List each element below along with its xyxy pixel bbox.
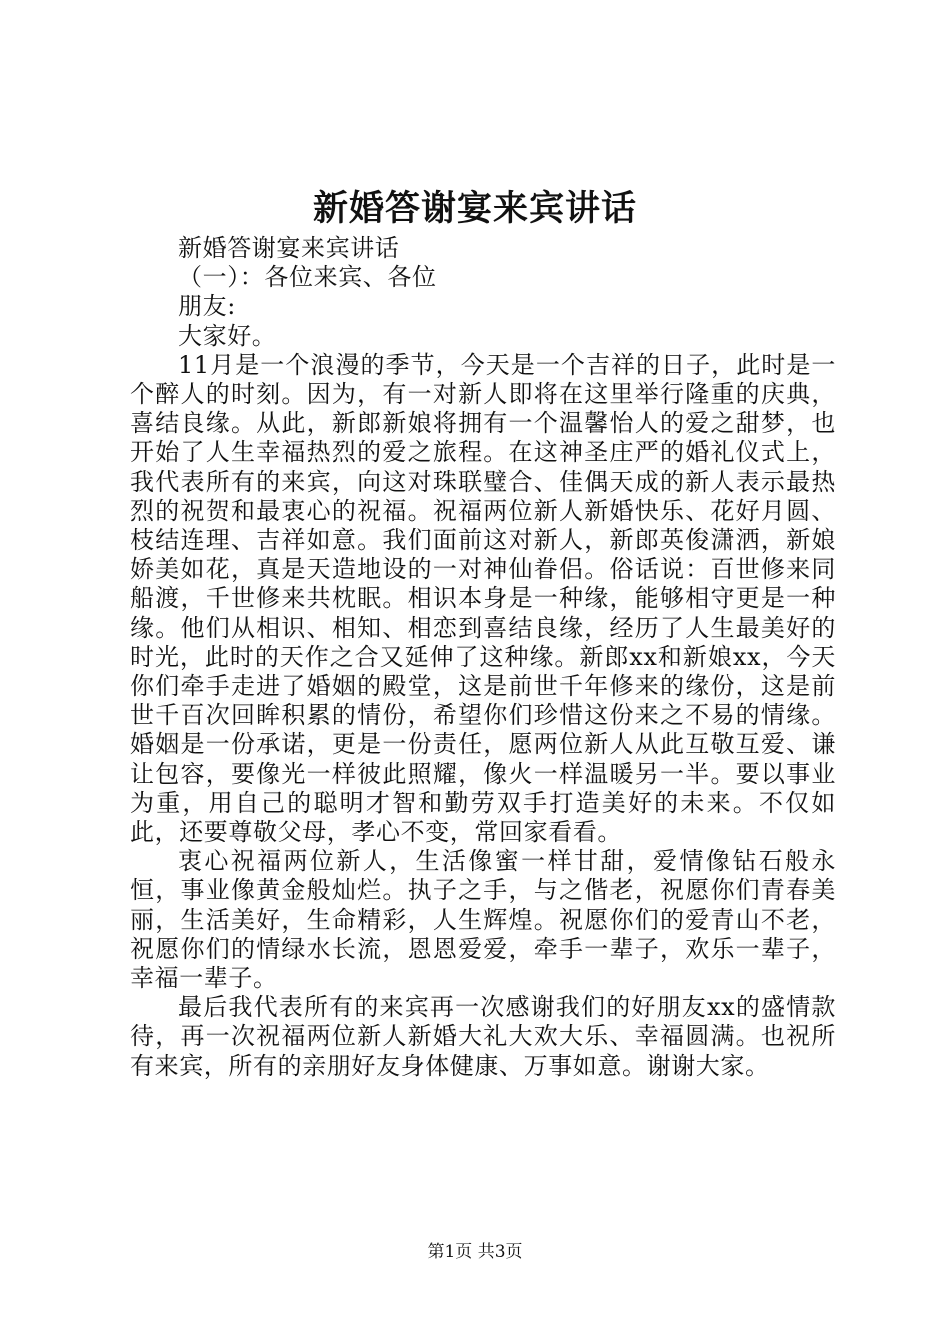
- document-title: 新婚答谢宴来宾讲话: [312, 188, 637, 229]
- page-footer: 第1页 共3页: [427, 1242, 523, 1262]
- document-body: [130, 234, 836, 1081]
- paragraph-main: 11月是一个浪漫的季节，今天是一个吉祥的日子，此时是一个醉人的时刻。因为，有一对新人即将在这里举行隆重的庆典，喜结良缘。从此，新郎新娘将拥有一个温馨怡人的爱之甜梦，也开始了人生幸福热烈的爱之旅程。在这神圣庄严的婚礼仪式上，我代表所有的来宾，向这对珠联璧合、佳偶天成的新人表示最热烈的祝贺和最衷心的祝福。祝福两位新人新婚快乐、花好月圆、枝结连理、吉祥如意。我们面前这对新人，新郎英俊潇洒，新娘娇美如花，真是天造地设的一对神仙眷侣。俗话说：百世修来同船渡，千世修来共枕眠。相识本身是一种缘，能够相守更是一种缘。他们从相识、相知、相恋到喜结良缘，经历了人生最美好的时光，此时的天作之合又延伸了这种缘。新郎xx和新娘xx，今天你们牵手走进了婚姻的殿堂，这是前世千年修来的缘份，这是前世千百次回眸积累的情份，希望你们珍惜这份来之不易的情缘。婚姻是一份承诺，更是一份责任，愿两位新人从此互敬互爱、谦让包容，要像光一样彼此照耀，像火一样温暖另一半。要以事业为重，用自己的聪明才智和勤劳双手打造美好的未来。不仅如此，还要尊敬父母，孝心不变，常回家看看。: [130, 350, 836, 847]
- paragraph-blessing: 衷心祝福两位新人，生活像蜜一样甘甜，爱情像钻石般永恒，事业像黄金般灿烂。执子之手，与之偕老，祝愿你们青春美丽，生活美好，生命精彩，人生辉煌。祝愿你们的爱青山不老，祝愿你们的情绿水长流，恩恩爱爱，牵手一辈子，欢乐一辈子，幸福一辈子。: [130, 847, 836, 993]
- paragraph-greeting: 大家好。: [178, 321, 277, 350]
- paragraph-salutation-1: （一）：各位来宾、各位: [178, 263, 437, 292]
- paragraph-salutation-2: 朋友:: [178, 292, 236, 321]
- paragraph-closing: 最后我代表所有的来宾再一次感谢我们的好朋友xx的盛情款待，再一次祝福两位新人新婚大礼大欢大乐、幸福圆满。也祝所有来宾，所有的亲朋好友身体健康、万事如意。谢谢大家。: [130, 993, 836, 1080]
- paragraph-subtitle: 新婚答谢宴来宾讲话: [178, 234, 400, 262]
